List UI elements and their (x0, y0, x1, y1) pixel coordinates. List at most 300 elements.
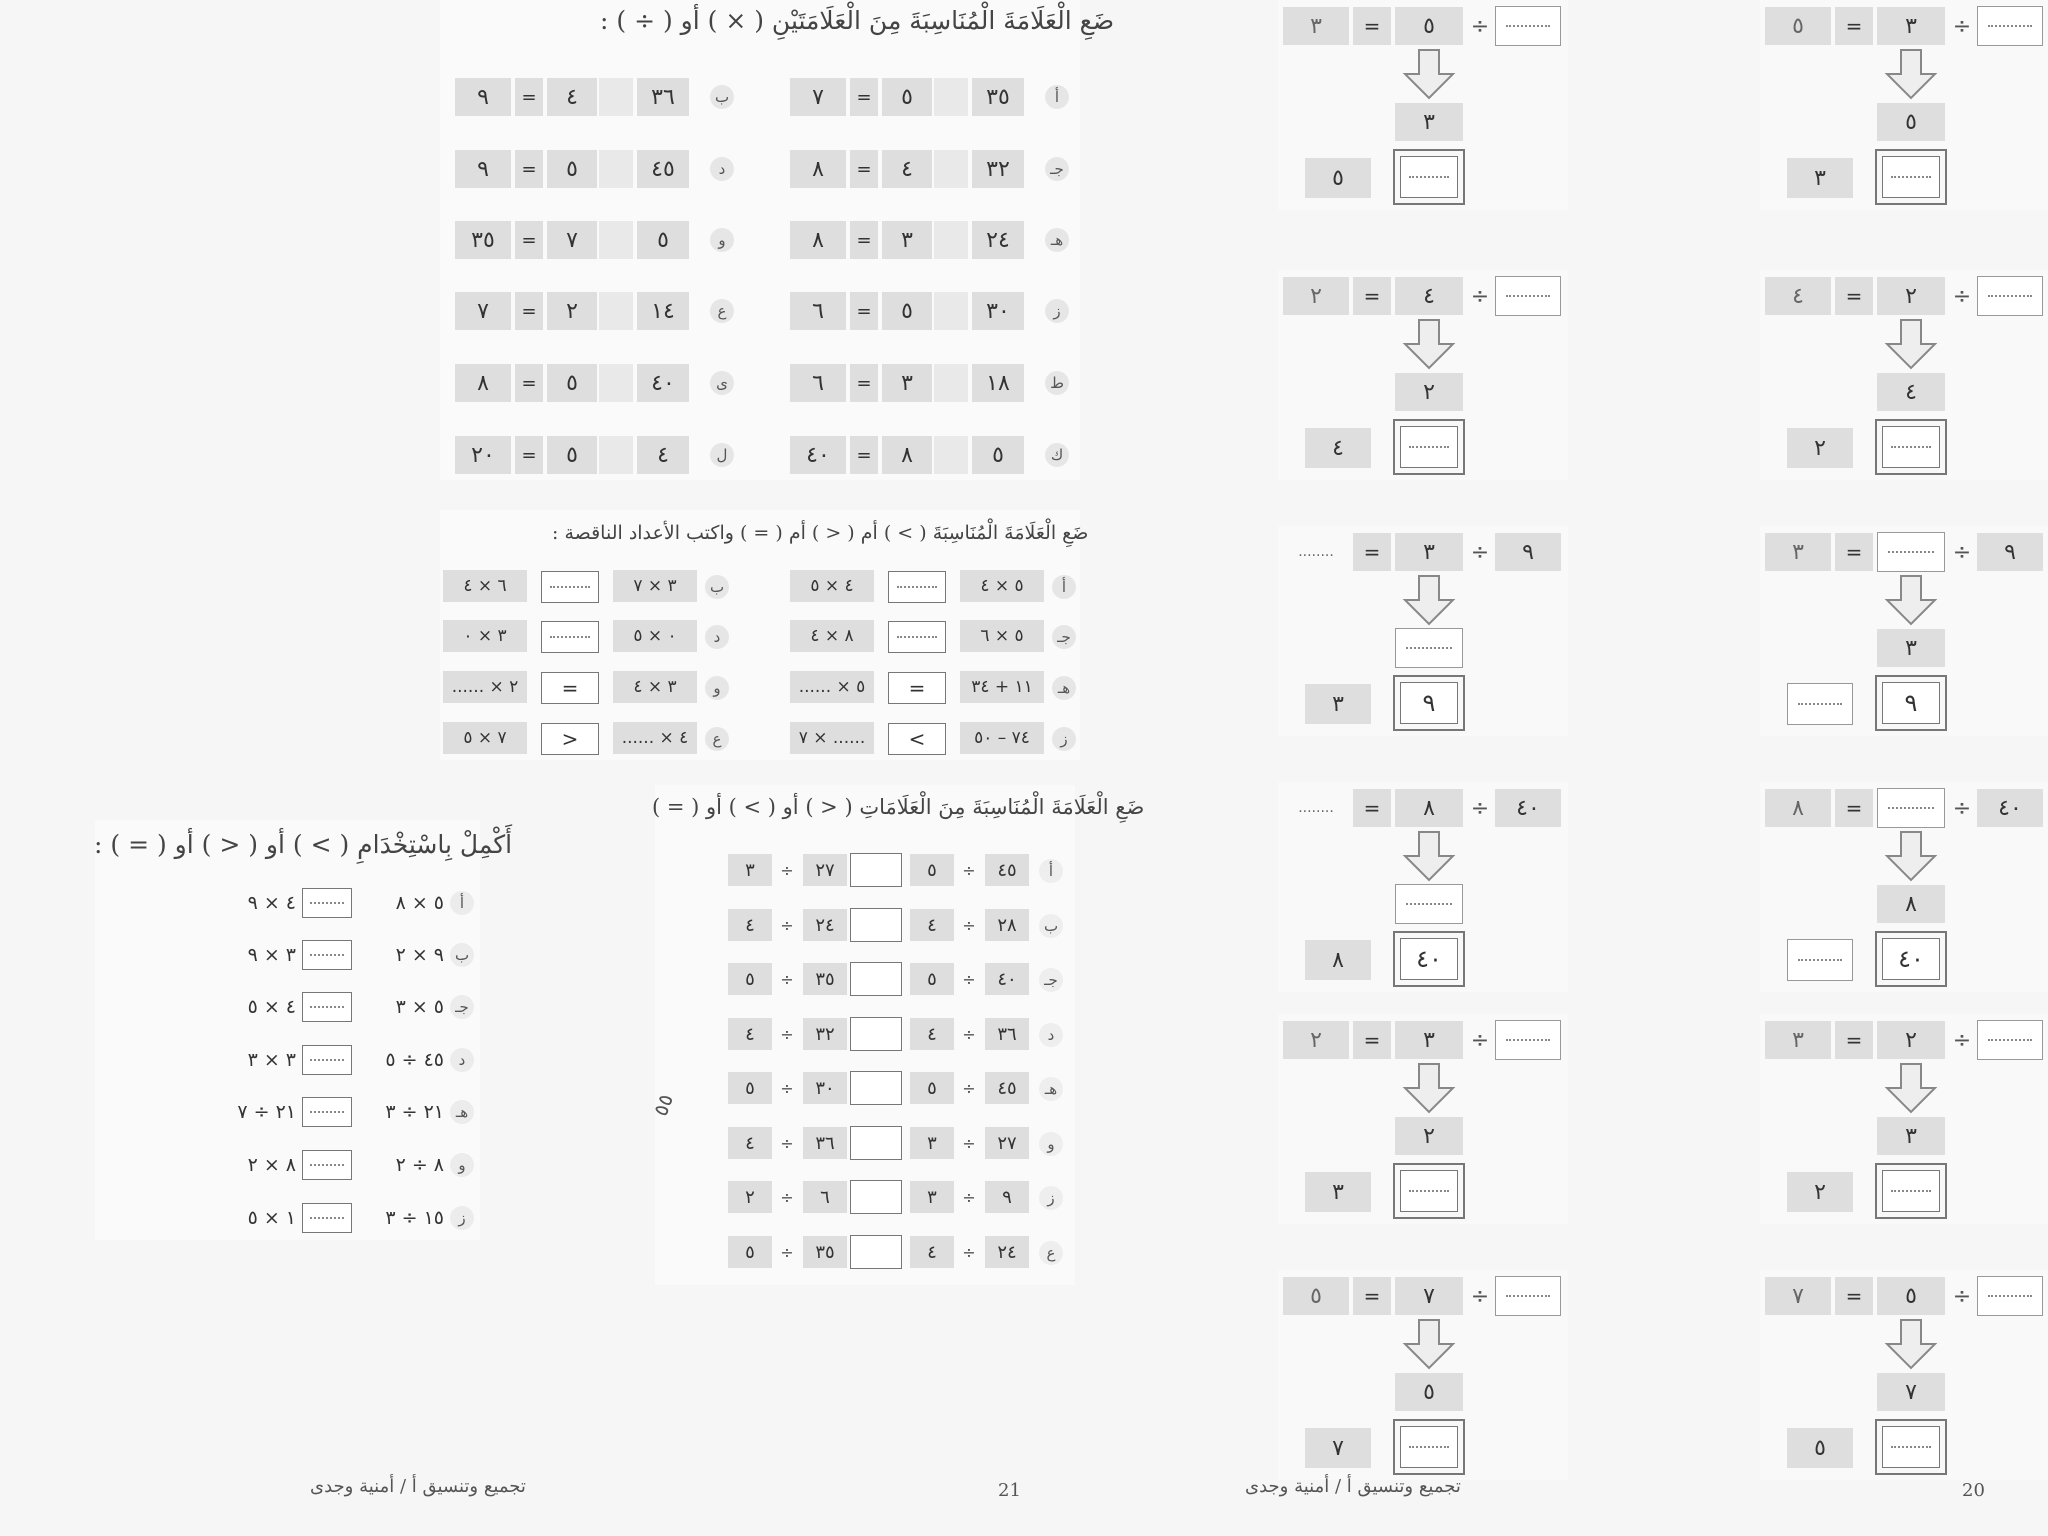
compare-answer-box[interactable] (850, 1180, 902, 1214)
dividend-cell: ٤٠ (1977, 789, 2043, 827)
num-b: ٥ (910, 963, 954, 995)
divide-sign: ÷ (962, 1133, 976, 1153)
result-inner (1400, 426, 1458, 468)
num-a: ٢٧ (985, 1127, 1029, 1159)
answer-dots (1409, 446, 1448, 448)
num-c: ٣٥ (803, 1236, 847, 1268)
divide-sign: ÷ (1952, 539, 1972, 565)
item-letter: ط (1045, 371, 1069, 395)
num-d: ٤ (728, 1018, 772, 1050)
operator-answer-box[interactable] (934, 221, 968, 259)
expr-b: ٦ × ٤ (443, 570, 527, 602)
down-cell: ٥ (1395, 1373, 1463, 1411)
side-cell: ٤ (1305, 428, 1371, 468)
expr-b: ٧ × ...... (790, 722, 874, 754)
item-letter: ز (450, 1206, 474, 1230)
item-letter: د (710, 157, 734, 181)
num-b: ٥ (910, 1072, 954, 1104)
compare-answer-box[interactable] (541, 571, 599, 603)
compare-answer-box[interactable]: = (541, 672, 599, 704)
item-letter: ك (1045, 443, 1069, 467)
equals-sign: = (1835, 1277, 1873, 1315)
expr-b: ٣ × ٣ (247, 1049, 296, 1071)
expr-a: ٥ × ٨ (395, 892, 444, 914)
answer-dots (1409, 176, 1448, 178)
num-a: ٤٠ (637, 364, 689, 402)
num-b: ٣ (882, 364, 932, 402)
expr-a: ٠ × ٥ (613, 620, 697, 652)
compare-answer-box[interactable]: = (888, 672, 946, 704)
compare-answer-box[interactable] (302, 992, 352, 1022)
section4-title: أَكْمِلْ بِاسْتِخْدَامِ ( > ) أو ( < ) أو ( = ) : (94, 830, 513, 859)
num-a: ٥ (972, 436, 1024, 474)
quotient-cell: ٧ (1765, 1277, 1831, 1315)
item-letter: هـ (1045, 228, 1069, 252)
operator-answer-box[interactable] (934, 292, 968, 330)
num-a: ٣٦ (985, 1018, 1029, 1050)
divisor-cell: ٣ (1395, 1021, 1463, 1059)
operator-answer-box[interactable] (934, 436, 968, 474)
divide-sign: ÷ (1952, 795, 1972, 821)
num-a: ٣٦ (637, 78, 689, 116)
down-arrow-icon (1401, 48, 1457, 100)
num-d: ٣ (728, 854, 772, 886)
answer-dots (1798, 703, 1843, 705)
num-b: ٣ (910, 1127, 954, 1159)
num-c: ٣٥ (455, 221, 511, 259)
divide-sign: ÷ (1470, 1283, 1490, 1309)
num-b: ٥ (547, 364, 597, 402)
num-c: ٣٠ (803, 1072, 847, 1104)
num-a: ١٤ (637, 292, 689, 330)
compare-answer-box[interactable] (302, 1150, 352, 1180)
result-inner (1882, 1426, 1940, 1468)
result-box (1875, 675, 1947, 731)
dividend-answer-box[interactable] (1495, 1020, 1561, 1060)
down-arrow-icon (1401, 574, 1457, 626)
page-number-21: 21 (998, 1480, 1021, 1501)
divide-sign: ÷ (1952, 13, 1972, 39)
expr-a: ٧٤ – ٥٠ (960, 722, 1044, 754)
item-letter: هـ (450, 1100, 474, 1124)
result-box[interactable] (1393, 1163, 1465, 1219)
equals-sign: = (850, 78, 878, 116)
item-letter: ع (705, 727, 729, 751)
answer-dots (1891, 1446, 1930, 1448)
operator-answer-box[interactable] (934, 150, 968, 188)
num-c: ٦ (790, 364, 846, 402)
down-answer-box[interactable] (1395, 628, 1463, 668)
num-a: ٤ (637, 436, 689, 474)
result-box[interactable] (1875, 1419, 1947, 1475)
divisor-cell: ٥ (1395, 7, 1463, 45)
expr-b: ...... × ٢ (443, 671, 527, 703)
quotient-cell: ٥ (1765, 7, 1831, 45)
equals-sign: = (1353, 7, 1391, 45)
divide-sign: ÷ (780, 915, 794, 935)
down-cell: ٨ (1877, 885, 1945, 923)
item-letter: جـ (450, 995, 474, 1019)
down-cell: ٥ (1877, 103, 1945, 141)
side-mark: ٥٥ (648, 1090, 678, 1120)
equals-sign: = (1835, 277, 1873, 315)
num-b: ٥ (910, 854, 954, 886)
answer-dots (310, 1164, 344, 1166)
expr-a: ٥ × ٤ (960, 570, 1044, 602)
page-footer-21: تجميع وتنسيق أ / أمنية وجدى (310, 1476, 526, 1497)
expr-b: ٤ × ٥ (247, 996, 296, 1018)
dividend-answer-box[interactable] (1495, 6, 1561, 46)
side-cell: ٣ (1787, 158, 1853, 198)
num-b: ٥ (547, 436, 597, 474)
quotient-dots[interactable]: ........ (1298, 544, 1334, 560)
compare-answer-box[interactable]: > (541, 723, 599, 755)
num-b: ٤ (910, 1236, 954, 1268)
divisor-cell: ٣ (1877, 7, 1945, 45)
quotient-cell: ٥ (1283, 1277, 1349, 1315)
num-c: ٨ (455, 364, 511, 402)
compare-answer-box[interactable] (302, 1097, 352, 1127)
quotient-cell: ٤ (1765, 277, 1831, 315)
answer-dots (1888, 807, 1934, 809)
num-c: ٧ (790, 78, 846, 116)
divide-sign: ÷ (1470, 1027, 1490, 1053)
result-inner: ٩ (1882, 682, 1940, 724)
item-letter: ز (1045, 299, 1069, 323)
divisor-answer-box[interactable] (1877, 532, 1945, 572)
expr-b: ١ × ٥ (247, 1207, 296, 1229)
down-arrow-icon (1883, 574, 1939, 626)
down-arrow-icon (1883, 1318, 1939, 1370)
divide-sign: ÷ (962, 1078, 976, 1098)
equals-sign: = (1353, 1277, 1391, 1315)
num-c: ٦ (790, 292, 846, 330)
answer-dots (1409, 1190, 1448, 1192)
divide-sign: ÷ (780, 1242, 794, 1262)
result-inner (1882, 1170, 1940, 1212)
item-letter: جـ (1045, 157, 1069, 181)
side-cell: ٥ (1305, 158, 1371, 198)
divide-sign: ÷ (780, 1024, 794, 1044)
result-inner (1400, 156, 1458, 198)
down-arrow-icon (1401, 1062, 1457, 1114)
item-letter: ز (1052, 727, 1076, 751)
item-letter: أ (1052, 575, 1076, 599)
divide-sign: ÷ (962, 1024, 976, 1044)
num-c: ٧ (455, 292, 511, 330)
dividend-answer-box[interactable] (1495, 276, 1561, 316)
answer-dots (1988, 25, 2033, 27)
down-cell: ٢ (1395, 1117, 1463, 1155)
operator-answer-box[interactable] (599, 150, 633, 188)
result-box[interactable] (1875, 149, 1947, 205)
expr-b: ٧ × ٥ (443, 722, 527, 754)
expr-b: ٤ × ٩ (247, 892, 296, 914)
num-c: ٢٤ (803, 909, 847, 941)
answer-dots (1506, 25, 1551, 27)
num-a: ٢٤ (985, 1236, 1029, 1268)
expr-a: ٤٥ ÷ ٥ (385, 1049, 444, 1071)
num-c: ٨ (790, 221, 846, 259)
compare-answer-box[interactable] (850, 853, 902, 887)
num-a: ٤٥ (637, 150, 689, 188)
num-b: ٤ (910, 1018, 954, 1050)
divide-sign: ÷ (1952, 1027, 1972, 1053)
expr-a: ٨ ÷ ٢ (395, 1154, 444, 1176)
num-b: ٣ (882, 221, 932, 259)
dividend-answer-box[interactable] (1977, 6, 2043, 46)
divisor-cell: ٢ (1877, 277, 1945, 315)
result-box[interactable] (1393, 419, 1465, 475)
result-box (1875, 931, 1947, 987)
item-letter: ب (450, 943, 474, 967)
divide-sign: ÷ (962, 860, 976, 880)
answer-dots (310, 902, 344, 904)
answer-dots (1988, 1295, 2033, 1297)
quotient-cell: ٨ (1765, 789, 1831, 827)
equals-sign: = (1835, 533, 1873, 571)
down-arrow-icon (1883, 830, 1939, 882)
answer-dots (1798, 959, 1843, 961)
side-answer-box[interactable] (1787, 939, 1853, 981)
num-a: ٣٢ (972, 150, 1024, 188)
divide-sign: ÷ (1952, 283, 1972, 309)
expr-a: ٣ × ٧ (613, 570, 697, 602)
item-letter: د (450, 1048, 474, 1072)
section1-title: ضَعِ الْعَلَامَةَ الْمُنَاسِبَةَ مِنَ الْعَلَامَتَيْنِ ( × ) أو ( ÷ ) : (600, 6, 1115, 35)
answer-dots (897, 586, 936, 588)
num-d: ٥ (728, 1072, 772, 1104)
result-box (1393, 931, 1465, 987)
expr-a: ٥ × ٣ (395, 996, 444, 1018)
expr-a: ٩ × ٢ (395, 944, 444, 966)
compare-answer-box[interactable] (541, 621, 599, 653)
dividend-answer-box[interactable] (1495, 1276, 1561, 1316)
divide-sign: ÷ (1470, 795, 1490, 821)
num-d: ٤ (728, 909, 772, 941)
answer-dots (1506, 295, 1551, 297)
result-box[interactable] (1393, 1419, 1465, 1475)
operator-answer-box[interactable] (934, 78, 968, 116)
down-cell: ٢ (1395, 373, 1463, 411)
compare-answer-box[interactable] (850, 962, 902, 996)
equals-sign: = (850, 150, 878, 188)
compare-answer-box[interactable] (302, 940, 352, 970)
down-arrow-icon (1883, 48, 1939, 100)
result-box[interactable] (1393, 149, 1465, 205)
num-a: ٣٠ (972, 292, 1024, 330)
answer-dots (550, 636, 589, 638)
answer-dots (1988, 295, 2033, 297)
num-a: ٣٥ (972, 78, 1024, 116)
answer-dots (1891, 446, 1930, 448)
equals-sign: = (1353, 1021, 1391, 1059)
answer-dots (310, 1059, 344, 1061)
answer-dots (310, 954, 344, 956)
num-d: ٢ (728, 1181, 772, 1213)
equals-sign: = (1835, 7, 1873, 45)
num-c: ٨ (790, 150, 846, 188)
compare-answer-box[interactable]: < (888, 723, 946, 755)
equals-sign: = (515, 150, 543, 188)
result-box (1393, 675, 1465, 731)
answer-dots (1891, 1190, 1930, 1192)
down-arrow-icon (1883, 1062, 1939, 1114)
result-inner (1882, 426, 1940, 468)
item-letter: ع (710, 299, 734, 323)
num-c: ٦ (803, 1181, 847, 1213)
operator-answer-box[interactable] (599, 436, 633, 474)
down-answer-box[interactable] (1395, 884, 1463, 924)
side-cell: ٨ (1305, 940, 1371, 980)
divide-sign: ÷ (1952, 1283, 1972, 1309)
expr-a: ٥ × ٦ (960, 620, 1044, 652)
result-inner (1400, 1426, 1458, 1468)
divisor-answer-box[interactable] (1877, 788, 1945, 828)
equals-sign: = (1835, 789, 1873, 827)
expr-b: ٤ × ٥ (790, 570, 874, 602)
answer-dots (1891, 176, 1930, 178)
num-c: ٣٢ (803, 1018, 847, 1050)
dividend-answer-box[interactable] (1977, 276, 2043, 316)
equals-sign: = (1353, 789, 1391, 827)
item-letter: و (1039, 1132, 1063, 1156)
section2-title: ضَعِ الْعَلَامَةَ الْمُنَاسِبَةَ ( > ) أم ( < ) أم ( = ) واكتب الأعداد الناقصة : (552, 522, 1089, 544)
expr-a: ٢١ ÷ ٣ (385, 1101, 444, 1123)
operator-answer-box[interactable] (599, 364, 633, 402)
side-cell: ٥ (1787, 1428, 1853, 1468)
item-letter: ب (1039, 914, 1063, 938)
result-box[interactable] (1875, 419, 1947, 475)
operator-answer-box[interactable] (599, 221, 633, 259)
operator-answer-box[interactable] (934, 364, 968, 402)
dividend-cell: ٩ (1495, 533, 1561, 571)
divisor-cell: ٤ (1395, 277, 1463, 315)
divide-sign: ÷ (1470, 13, 1490, 39)
equals-sign: = (850, 221, 878, 259)
num-b: ٥ (547, 150, 597, 188)
answer-dots (897, 636, 936, 638)
num-b: ٣ (910, 1181, 954, 1213)
dividend-answer-box[interactable] (1977, 1276, 2043, 1316)
item-letter: و (705, 676, 729, 700)
side-answer-box[interactable] (1787, 683, 1853, 725)
answer-dots (1406, 903, 1452, 905)
result-inner: ٤٠ (1882, 938, 1940, 980)
num-b: ٥ (882, 78, 932, 116)
num-c: ٩ (455, 78, 511, 116)
num-b: ٥ (882, 292, 932, 330)
divide-sign: ÷ (780, 1187, 794, 1207)
item-letter: و (450, 1153, 474, 1177)
item-letter: و (710, 228, 734, 252)
compare-answer-box[interactable] (850, 1071, 902, 1105)
equals-sign: = (515, 364, 543, 402)
answer-dots (310, 1006, 344, 1008)
item-letter: ز (1039, 1186, 1063, 1210)
answer-dots (1506, 1039, 1551, 1041)
expr-a: ٣ × ٤ (613, 671, 697, 703)
divide-sign: ÷ (1470, 539, 1490, 565)
compare-answer-box[interactable] (850, 1017, 902, 1051)
down-cell: ٤ (1877, 373, 1945, 411)
item-letter: ع (1039, 1241, 1063, 1265)
num-a: ٢٤ (972, 221, 1024, 259)
item-letter: ب (705, 575, 729, 599)
down-arrow-icon (1401, 830, 1457, 882)
divide-sign: ÷ (780, 860, 794, 880)
equals-sign: = (1835, 1021, 1873, 1059)
operator-answer-box[interactable] (599, 78, 633, 116)
quotient-cell: ٢ (1283, 277, 1349, 315)
num-b: ٨ (882, 436, 932, 474)
compare-answer-box[interactable] (850, 1126, 902, 1160)
answer-dots (1406, 647, 1452, 649)
down-cell: ٣ (1877, 1117, 1945, 1155)
expr-b: ٣ × ٩ (247, 944, 296, 966)
dividend-cell: ٩ (1977, 533, 2043, 571)
item-letter: هـ (1052, 676, 1076, 700)
num-b: ٧ (547, 221, 597, 259)
num-c: ٤٠ (790, 436, 846, 474)
expr-b: ٨ × ٤ (790, 620, 874, 652)
divisor-cell: ٥ (1877, 1277, 1945, 1315)
side-cell: ٢ (1787, 428, 1853, 468)
page-number-20: 20 (1962, 1480, 1985, 1501)
dividend-cell: ٤٠ (1495, 789, 1561, 827)
down-arrow-icon (1401, 1318, 1457, 1370)
num-a: ١٨ (972, 364, 1024, 402)
item-letter: د (1039, 1023, 1063, 1047)
result-box[interactable] (1875, 1163, 1947, 1219)
down-arrow-icon (1401, 318, 1457, 370)
compare-answer-box[interactable] (888, 571, 946, 603)
equals-sign: = (850, 364, 878, 402)
side-cell: ٣ (1305, 1172, 1371, 1212)
divisor-cell: ٧ (1395, 1277, 1463, 1315)
item-letter: أ (1039, 859, 1063, 883)
page-footer-20: تجميع وتنسيق أ / أمنية وجدى (1245, 1476, 1461, 1497)
num-d: ٤ (728, 1127, 772, 1159)
num-a: ٤٥ (985, 854, 1029, 886)
operator-answer-box[interactable] (599, 292, 633, 330)
compare-answer-box[interactable] (850, 908, 902, 942)
side-cell: ٢ (1787, 1172, 1853, 1212)
dividend-answer-box[interactable] (1977, 1020, 2043, 1060)
quotient-dots[interactable]: ........ (1298, 800, 1334, 816)
divide-sign: ÷ (962, 969, 976, 989)
compare-answer-box[interactable] (302, 1203, 352, 1233)
compare-answer-box[interactable] (850, 1235, 902, 1269)
expr-b: ٨ × ٢ (247, 1154, 296, 1176)
item-letter: د (705, 625, 729, 649)
answer-dots (1888, 551, 1934, 553)
num-d: ٥ (728, 963, 772, 995)
down-cell: ٣ (1395, 103, 1463, 141)
divide-sign: ÷ (962, 1187, 976, 1207)
quotient-cell: ٣ (1283, 7, 1349, 45)
result-inner (1400, 1170, 1458, 1212)
compare-answer-box[interactable] (302, 1045, 352, 1075)
compare-answer-box[interactable] (302, 888, 352, 918)
down-arrow-icon (1883, 318, 1939, 370)
num-c: ٩ (455, 150, 511, 188)
equals-sign: = (850, 436, 878, 474)
divisor-cell: ٨ (1395, 789, 1463, 827)
compare-answer-box[interactable] (888, 621, 946, 653)
item-letter: ل (710, 443, 734, 467)
num-b: ٢ (547, 292, 597, 330)
